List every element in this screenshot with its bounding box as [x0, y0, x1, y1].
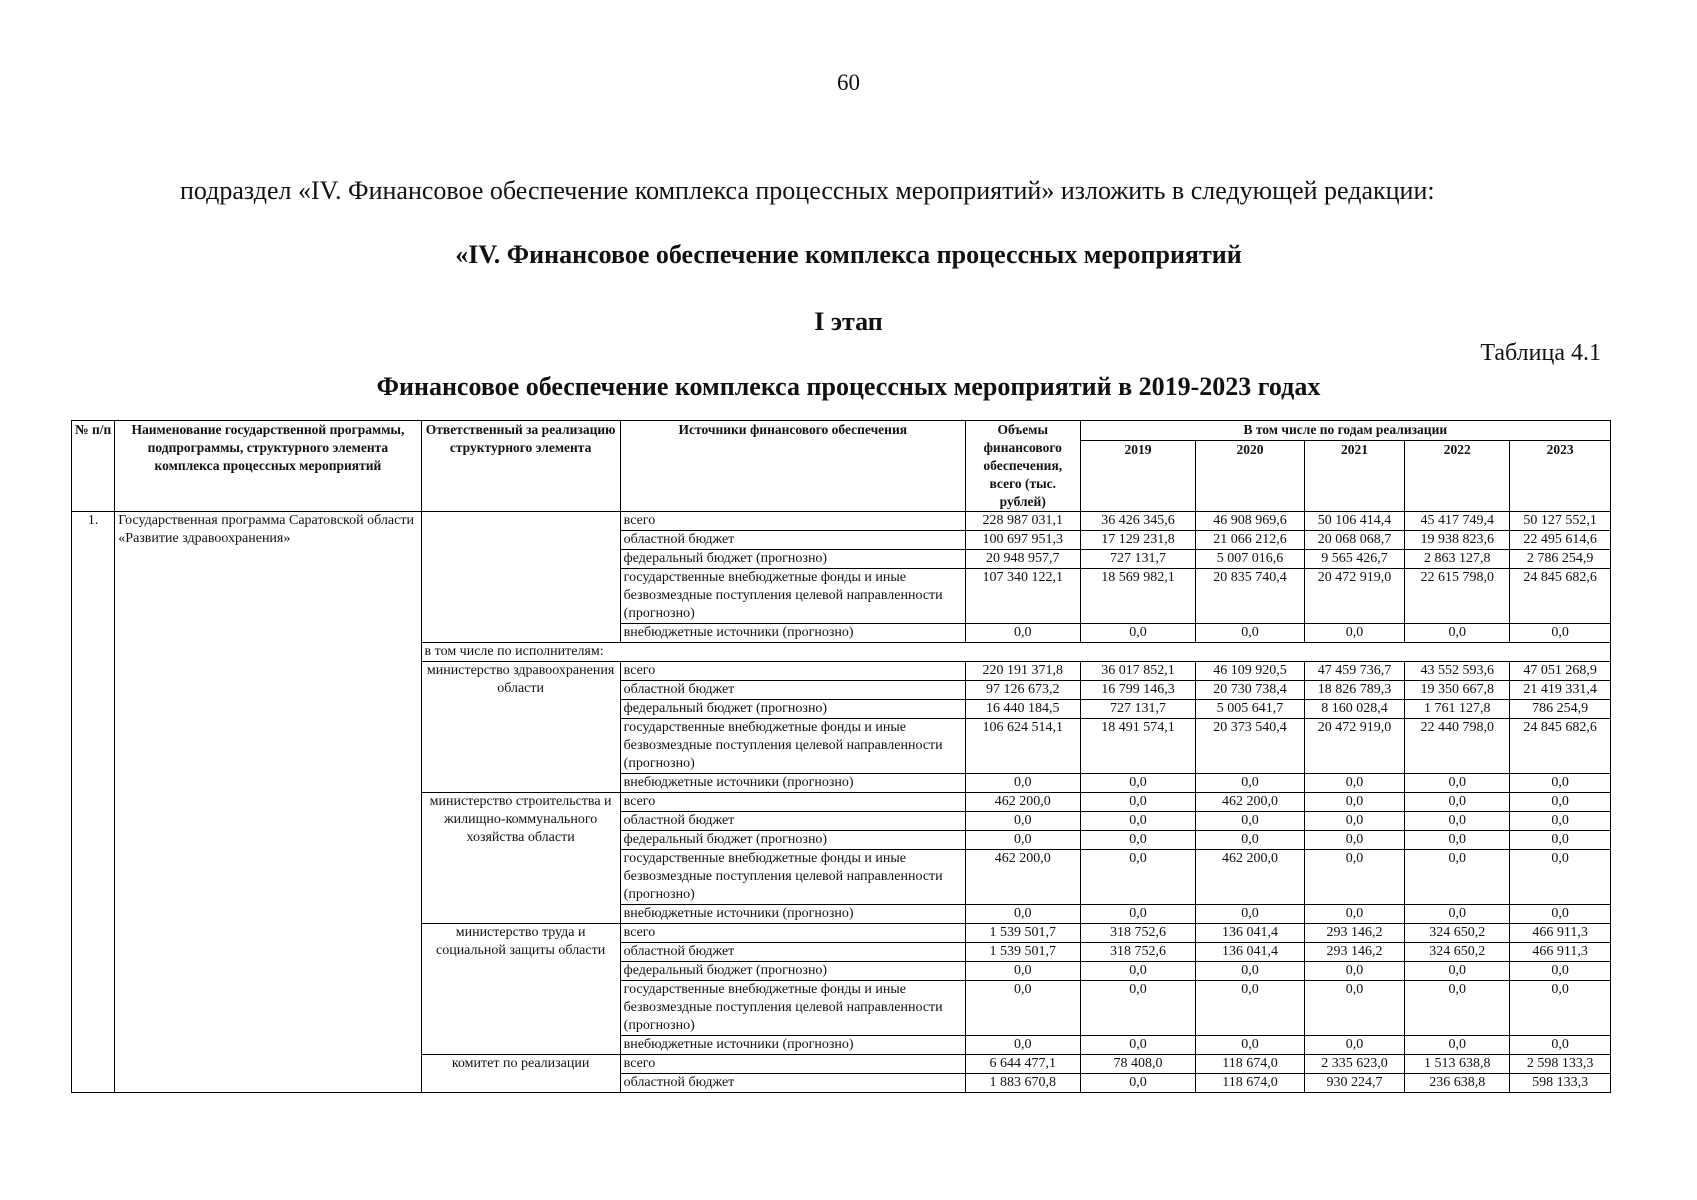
year-value-cell: 20 373 540,4	[1196, 719, 1304, 774]
year-value-cell: 20 472 919,0	[1304, 719, 1405, 774]
year-value-cell: 0,0	[1405, 793, 1510, 812]
year-value-cell: 466 911,3	[1510, 943, 1611, 962]
year-value-cell: 2 598 133,3	[1510, 1055, 1611, 1074]
source-cell: внебюджетные источники (прогнозно)	[620, 774, 965, 793]
year-value-cell: 293 146,2	[1304, 924, 1405, 943]
year-value-cell: 0,0	[1304, 812, 1405, 831]
year-value-cell: 136 041,4	[1196, 943, 1304, 962]
volume-cell: 0,0	[965, 624, 1080, 643]
header-year: 2020	[1196, 440, 1304, 511]
year-value-cell: 598 133,3	[1510, 1074, 1611, 1093]
table-body	[72, 512, 1611, 1093]
year-value-cell: 24 845 682,6	[1510, 569, 1611, 624]
year-value-cell: 47 051 268,9	[1510, 662, 1611, 681]
source-cell: федеральный бюджет (прогнозно)	[620, 962, 965, 981]
year-value-cell: 2 335 623,0	[1304, 1055, 1405, 1074]
year-value-cell: 0,0	[1080, 981, 1196, 1036]
year-value-cell: 0,0	[1304, 793, 1405, 812]
year-value-cell: 20 068 068,7	[1304, 531, 1405, 550]
year-value-cell: 0,0	[1304, 1036, 1405, 1055]
year-value-cell: 0,0	[1196, 905, 1304, 924]
year-value-cell: 0,0	[1510, 1036, 1611, 1055]
year-value-cell: 0,0	[1405, 962, 1510, 981]
intro-paragraph: подраздел «IV. Финансовое обеспечение комплекса процессных мероприятий» изложить в следующей редакции:	[180, 176, 1435, 205]
year-value-cell: 0,0	[1196, 981, 1304, 1036]
year-value-cell: 0,0	[1080, 962, 1196, 981]
source-cell: областной бюджет	[620, 1074, 965, 1093]
volume-cell: 6 644 477,1	[965, 1055, 1080, 1074]
source-cell: внебюджетные источники (прогнозно)	[620, 624, 965, 643]
year-value-cell: 0,0	[1405, 905, 1510, 924]
year-value-cell: 0,0	[1510, 774, 1611, 793]
year-value-cell: 20 472 919,0	[1304, 569, 1405, 624]
year-value-cell: 1 513 638,8	[1405, 1055, 1510, 1074]
year-value-cell: 0,0	[1510, 905, 1611, 924]
volume-cell: 100 697 951,3	[965, 531, 1080, 550]
year-value-cell: 293 146,2	[1304, 943, 1405, 962]
source-cell: всего	[620, 512, 965, 531]
volume-cell: 220 191 371,8	[965, 662, 1080, 681]
year-value-cell: 0,0	[1196, 774, 1304, 793]
volume-cell: 0,0	[965, 905, 1080, 924]
year-value-cell: 0,0	[1304, 905, 1405, 924]
year-value-cell: 17 129 231,8	[1080, 531, 1196, 550]
volume-cell: 0,0	[965, 831, 1080, 850]
year-value-cell: 0,0	[1510, 812, 1611, 831]
year-value-cell: 46 908 969,6	[1196, 512, 1304, 531]
responsible-cell-empty	[421, 512, 620, 643]
year-value-cell: 22 495 614,6	[1510, 531, 1611, 550]
year-value-cell: 19 350 667,8	[1405, 681, 1510, 700]
year-value-cell: 0,0	[1304, 831, 1405, 850]
volume-cell: 97 126 673,2	[965, 681, 1080, 700]
volume-cell: 20 948 957,7	[965, 550, 1080, 569]
year-value-cell: 45 417 749,4	[1405, 512, 1510, 531]
volume-cell: 1 539 501,7	[965, 943, 1080, 962]
year-value-cell: 0,0	[1304, 981, 1405, 1036]
year-value-cell: 2 863 127,8	[1405, 550, 1510, 569]
year-value-cell: 0,0	[1080, 812, 1196, 831]
year-value-cell: 727 131,7	[1080, 550, 1196, 569]
year-value-cell: 50 127 552,1	[1510, 512, 1611, 531]
source-cell: федеральный бюджет (прогнозно)	[620, 831, 965, 850]
source-cell: государственные внебюджетные фонды и иные безвозмездные поступления целевой направленности (прогнозно)	[620, 569, 965, 624]
year-value-cell: 0,0	[1510, 962, 1611, 981]
volume-cell: 462 200,0	[965, 850, 1080, 905]
year-value-cell: 0,0	[1405, 850, 1510, 905]
year-value-cell: 0,0	[1196, 624, 1304, 643]
header-sources: Источники финансового обеспечения	[620, 421, 965, 512]
year-value-cell: 0,0	[1405, 981, 1510, 1036]
year-value-cell: 324 650,2	[1405, 943, 1510, 962]
header-responsible: Ответственный за реализацию структурного элемента	[421, 421, 620, 512]
year-value-cell: 0,0	[1080, 793, 1196, 812]
volume-cell: 0,0	[965, 1036, 1080, 1055]
source-cell: внебюджетные источники (прогнозно)	[620, 905, 965, 924]
header-volume: Объемы финансового обеспечения, всего (тыс. рублей)	[965, 421, 1080, 512]
year-value-cell: 118 674,0	[1196, 1055, 1304, 1074]
executor-name: комитет по реализации	[421, 1055, 620, 1093]
year-value-cell: 1 761 127,8	[1405, 700, 1510, 719]
year-value-cell: 0,0	[1510, 850, 1611, 905]
year-value-cell: 20 835 740,4	[1196, 569, 1304, 624]
year-value-cell: 318 752,6	[1080, 924, 1196, 943]
year-value-cell: 0,0	[1196, 812, 1304, 831]
year-value-cell: 50 106 414,4	[1304, 512, 1405, 531]
header-year: 2021	[1304, 440, 1405, 511]
source-cell: внебюджетные источники (прогнозно)	[620, 1036, 965, 1055]
header-num: № п/п	[72, 421, 115, 512]
table-title: Финансовое обеспечение комплекса процессных мероприятий в 2019-2023 годах	[376, 372, 1321, 401]
volume-cell: 106 624 514,1	[965, 719, 1080, 774]
year-value-cell: 236 638,8	[1405, 1074, 1510, 1093]
year-value-cell: 5 007 016,6	[1196, 550, 1304, 569]
year-value-cell: 727 131,7	[1080, 700, 1196, 719]
year-value-cell: 22 440 798,0	[1405, 719, 1510, 774]
year-value-cell: 18 569 982,1	[1080, 569, 1196, 624]
source-cell: федеральный бюджет (прогнозно)	[620, 700, 965, 719]
volume-cell: 0,0	[965, 981, 1080, 1036]
row-number: 1.	[72, 512, 115, 1093]
year-value-cell: 20 730 738,4	[1196, 681, 1304, 700]
header-by-years: В том числе по годам реализации	[1080, 421, 1610, 441]
source-cell: государственные внебюджетные фонды и иные безвозмездные поступления целевой направленности (прогнозно)	[620, 719, 965, 774]
year-value-cell: 0,0	[1196, 1036, 1304, 1055]
year-value-cell: 19 938 823,6	[1405, 531, 1510, 550]
source-cell: государственные внебюджетные фонды и иные безвозмездные поступления целевой направленности (прогнозно)	[620, 981, 965, 1036]
source-cell: всего	[620, 793, 965, 812]
year-value-cell: 0,0	[1304, 624, 1405, 643]
by-executors-label: в том числе по исполнителям:	[421, 643, 1610, 662]
source-cell: федеральный бюджет (прогнозно)	[620, 550, 965, 569]
source-cell: всего	[620, 1055, 965, 1074]
stage-heading: I этап	[814, 307, 883, 336]
source-cell: всего	[620, 662, 965, 681]
year-value-cell: 462 200,0	[1196, 793, 1304, 812]
year-value-cell: 0,0	[1080, 624, 1196, 643]
year-value-cell: 36 426 345,6	[1080, 512, 1196, 531]
section-heading: «IV. Финансовое обеспечение комплекса процессных мероприятий	[455, 240, 1242, 269]
page-number: 60	[837, 70, 860, 95]
header-year: 2023	[1510, 440, 1611, 511]
header-name: Наименование государственной программы, подпрограммы, структурного элемента комплекса процессных мероприятий	[115, 421, 421, 512]
year-value-cell: 0,0	[1080, 1074, 1196, 1093]
header-year: 2022	[1405, 440, 1510, 511]
year-value-cell: 36 017 852,1	[1080, 662, 1196, 681]
year-value-cell: 0,0	[1304, 774, 1405, 793]
year-value-cell: 46 109 920,5	[1196, 662, 1304, 681]
program-name: Государственная программа Саратовской области «Развитие здравоохранения»	[115, 512, 421, 1093]
year-value-cell: 16 799 146,3	[1080, 681, 1196, 700]
year-value-cell: 43 552 593,6	[1405, 662, 1510, 681]
year-value-cell: 0,0	[1405, 812, 1510, 831]
year-value-cell: 0,0	[1080, 774, 1196, 793]
source-cell: областной бюджет	[620, 812, 965, 831]
year-value-cell: 118 674,0	[1196, 1074, 1304, 1093]
year-value-cell: 5 005 641,7	[1196, 700, 1304, 719]
year-value-cell: 2 786 254,9	[1510, 550, 1611, 569]
volume-cell: 0,0	[965, 774, 1080, 793]
financing-table	[71, 420, 1611, 1093]
year-value-cell: 21 419 331,4	[1510, 681, 1611, 700]
year-value-cell: 8 160 028,4	[1304, 700, 1405, 719]
year-value-cell: 466 911,3	[1510, 924, 1611, 943]
executor-name: министерство здравоохранения области	[421, 662, 620, 793]
year-value-cell: 0,0	[1196, 831, 1304, 850]
year-value-cell: 0,0	[1405, 624, 1510, 643]
year-value-cell: 0,0	[1510, 831, 1611, 850]
year-value-cell: 318 752,6	[1080, 943, 1196, 962]
source-cell: областной бюджет	[620, 943, 965, 962]
year-value-cell: 0,0	[1405, 1036, 1510, 1055]
year-value-cell: 0,0	[1196, 962, 1304, 981]
table-row	[72, 512, 1611, 531]
volume-cell: 1 883 670,8	[965, 1074, 1080, 1093]
year-value-cell: 0,0	[1405, 831, 1510, 850]
year-value-cell: 930 224,7	[1304, 1074, 1405, 1093]
source-cell: областной бюджет	[620, 681, 965, 700]
volume-cell: 16 440 184,5	[965, 700, 1080, 719]
year-value-cell: 0,0	[1080, 1036, 1196, 1055]
year-value-cell: 18 826 789,3	[1304, 681, 1405, 700]
year-value-cell: 786 254,9	[1510, 700, 1611, 719]
year-value-cell: 0,0	[1510, 624, 1611, 643]
year-value-cell: 9 565 426,7	[1304, 550, 1405, 569]
year-value-cell: 24 845 682,6	[1510, 719, 1611, 774]
source-cell: всего	[620, 924, 965, 943]
volume-cell: 0,0	[965, 962, 1080, 981]
volume-cell: 1 539 501,7	[965, 924, 1080, 943]
year-value-cell: 0,0	[1510, 981, 1611, 1036]
year-value-cell: 22 615 798,0	[1405, 569, 1510, 624]
year-value-cell: 47 459 736,7	[1304, 662, 1405, 681]
year-value-cell: 462 200,0	[1196, 850, 1304, 905]
volume-cell: 0,0	[965, 812, 1080, 831]
year-value-cell: 78 408,0	[1080, 1055, 1196, 1074]
year-value-cell: 0,0	[1405, 774, 1510, 793]
year-value-cell: 21 066 212,6	[1196, 531, 1304, 550]
table-label: Таблица 4.1	[1480, 340, 1601, 366]
year-value-cell: 0,0	[1510, 793, 1611, 812]
year-value-cell: 18 491 574,1	[1080, 719, 1196, 774]
year-value-cell: 324 650,2	[1405, 924, 1510, 943]
header-year: 2019	[1080, 440, 1196, 511]
year-value-cell: 0,0	[1304, 850, 1405, 905]
year-value-cell: 0,0	[1080, 831, 1196, 850]
year-value-cell: 136 041,4	[1196, 924, 1304, 943]
executor-name: министерство труда и социальной защиты области	[421, 924, 620, 1055]
source-cell: государственные внебюджетные фонды и иные безвозмездные поступления целевой направленности (прогнозно)	[620, 850, 965, 905]
volume-cell: 107 340 122,1	[965, 569, 1080, 624]
volume-cell: 228 987 031,1	[965, 512, 1080, 531]
source-cell: областной бюджет	[620, 531, 965, 550]
volume-cell: 462 200,0	[965, 793, 1080, 812]
executor-name: министерство строительства и жилищно-коммунального хозяйства области	[421, 793, 620, 924]
year-value-cell: 0,0	[1080, 905, 1196, 924]
year-value-cell: 0,0	[1304, 962, 1405, 981]
year-value-cell: 0,0	[1080, 850, 1196, 905]
